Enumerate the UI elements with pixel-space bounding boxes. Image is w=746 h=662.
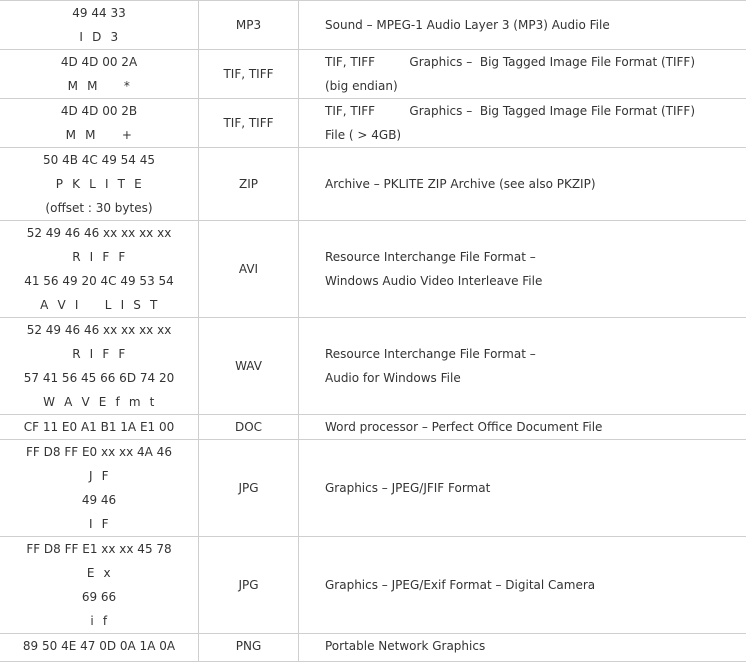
ascii-chars: P K L I T E [0, 172, 198, 196]
table-row [0, 50, 746, 99]
hex-bytes: 49 44 33 [0, 1, 198, 25]
signature-cell [0, 634, 199, 662]
description-text: Sound – MPEG-1 Audio Layer 3 (MP3) Audio File [325, 18, 746, 32]
hex-bytes: 57 41 56 45 66 6D 74 20 [0, 366, 198, 390]
extension-cell: JPG [199, 537, 299, 634]
signature-cell [0, 99, 199, 148]
ascii-chars: M M + [0, 123, 198, 147]
extension-cell: DOC [199, 415, 299, 440]
ascii-chars: i f [0, 609, 198, 633]
description-cell [299, 634, 746, 662]
extension-cell: AVI [199, 221, 299, 318]
description-cell [299, 415, 746, 440]
description-text: File ( > 4GB) [325, 123, 746, 147]
description-text: Audio for Windows File [325, 366, 746, 390]
signature-cell [0, 221, 199, 318]
signature-cell [0, 440, 199, 537]
extension-cell: ZIP [199, 148, 299, 221]
description-cell [299, 537, 746, 634]
description-cell [299, 148, 746, 221]
table-row [0, 440, 746, 537]
hex-bytes: 89 50 4E 47 0D 0A 1A 0A [0, 634, 198, 658]
ascii-chars: A V I L I S T [0, 293, 198, 317]
hex-bytes: 4D 4D 00 2B [0, 99, 198, 123]
hex-bytes: 52 49 46 46 xx xx xx xx [0, 318, 198, 342]
hex-bytes: 69 66 [0, 585, 198, 609]
table-row [0, 415, 746, 440]
table-row [0, 634, 746, 662]
offset-note: (offset : 30 bytes) [0, 196, 198, 220]
description-text: Resource Interchange File Format – [325, 342, 746, 366]
description-text: Portable Network Graphics [325, 634, 746, 658]
extension-cell: WAV [199, 318, 299, 415]
hex-bytes: FF D8 FF E0 xx xx 4A 46 [0, 440, 198, 464]
signature-cell [0, 415, 199, 440]
description-cell [299, 50, 746, 99]
signature-cell [0, 1, 199, 50]
description-text: Windows Audio Video Interleave File [325, 269, 746, 293]
description-cell [299, 221, 746, 318]
signature-cell [0, 148, 199, 221]
signature-cell [0, 318, 199, 415]
description-text: Graphics – JPEG/Exif Format – Digital Camera [325, 578, 746, 592]
ascii-chars: W A V E f m t [0, 390, 198, 414]
hex-bytes: 50 4B 4C 49 54 45 [0, 148, 198, 172]
hex-bytes: 49 46 [0, 488, 198, 512]
ascii-chars: I F [0, 512, 198, 536]
table-row [0, 318, 746, 415]
extension-cell: MP3 [199, 1, 299, 50]
extension-cell [199, 634, 299, 662]
ascii-chars: J F [0, 464, 198, 488]
table-row [0, 1, 746, 50]
ascii-chars: R I F F [0, 245, 198, 269]
hex-bytes: 41 56 49 20 4C 49 53 54 [0, 269, 198, 293]
description-text: TIF, TIFF Graphics – Big Tagged Image File Format (TIFF) [325, 50, 746, 74]
description-text: TIF, TIFF Graphics – Big Tagged Image File Format (TIFF) [325, 99, 746, 123]
ascii-chars: M M * [0, 74, 198, 98]
ascii-chars: R I F F [0, 342, 198, 366]
hex-bytes: CF 11 E0 A1 B1 1A E1 00 [0, 415, 198, 439]
description-cell [299, 318, 746, 415]
description-text: Archive – PKLITE ZIP Archive (see also PKZIP) [325, 177, 746, 191]
ascii-chars: E x [0, 561, 198, 585]
description-cell [299, 440, 746, 537]
extension-cell: JPG [199, 440, 299, 537]
hex-bytes: 52 49 46 46 xx xx xx xx [0, 221, 198, 245]
signature-cell [0, 50, 199, 99]
table-row [0, 537, 746, 634]
signature-cell [0, 537, 199, 634]
description-text: (big endian) [325, 74, 746, 98]
description-cell [299, 99, 746, 148]
table-row [0, 148, 746, 221]
description-cell [299, 1, 746, 50]
hex-bytes: FF D8 FF E1 xx xx 45 78 [0, 537, 198, 561]
ascii-chars: I D 3 [0, 25, 198, 49]
hex-bytes: 4D 4D 00 2A [0, 50, 198, 74]
table-row [0, 221, 746, 318]
extension-cell: TIF, TIFF [199, 50, 299, 99]
description-text: Resource Interchange File Format – [325, 245, 746, 269]
description-text: Graphics – JPEG/JFIF Format [325, 481, 746, 495]
table-body [0, 1, 746, 662]
description-text: Word processor – Perfect Office Document File [325, 420, 746, 434]
extension-cell: TIF, TIFF [199, 99, 299, 148]
extension-text: PNG [199, 634, 298, 658]
table-row [0, 99, 746, 148]
